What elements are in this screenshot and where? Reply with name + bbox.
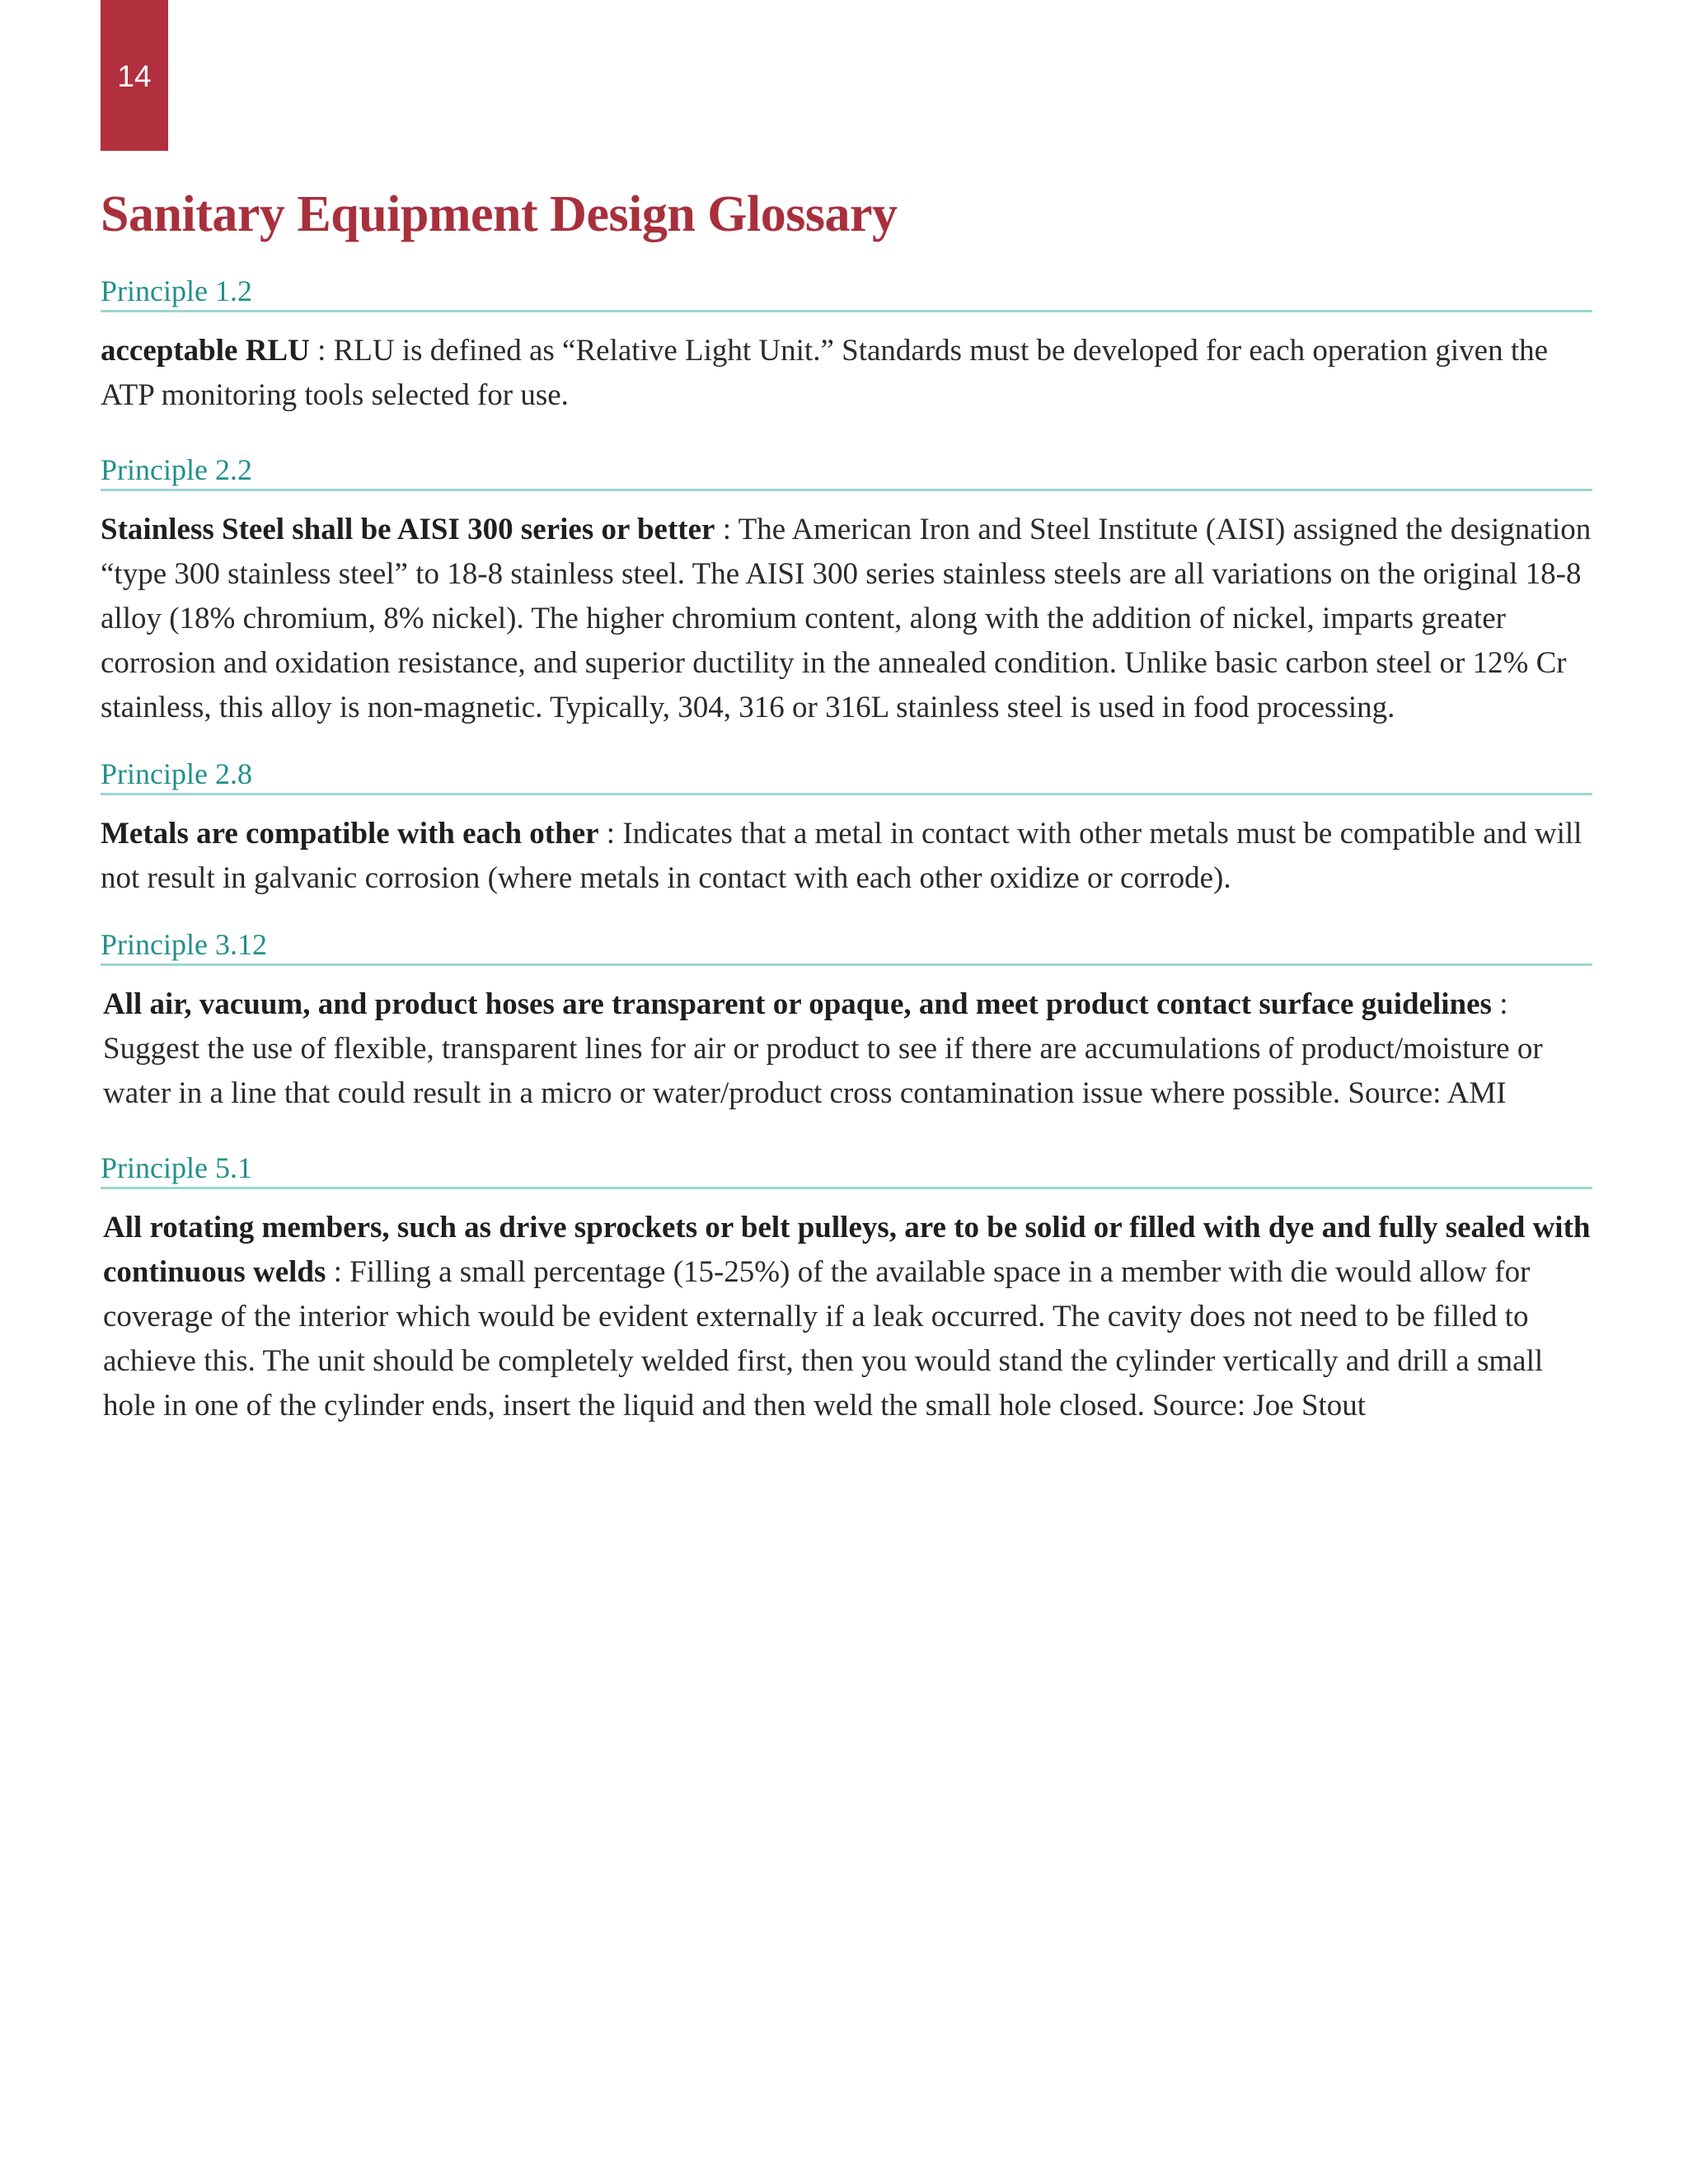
term-separator: : xyxy=(715,513,738,546)
definition-text xyxy=(101,329,1592,418)
principle-heading: Principle 1.2 xyxy=(101,274,1592,312)
term-separator: : xyxy=(1491,987,1508,1021)
term-separator: : xyxy=(326,1255,350,1289)
definition-body: The American Iron and Steel Institute (AISI) assigned the designation “type 300 stainless steel” to 18-8 stainless steel. The AISI 300 series stainless steels are all variations on the original 18-8 alloy (18% chromium, 8% nickel). The higher chromium content, along with the addition of nickel, imparts greater corrosion and oxidation resistance, and superior ductility in the annealed condition. Unlike basic carbon steel or 12% Cr stainless, this alloy is non-magnetic. Typically, 304, 316 or 316L stainless steel is used in food processing. xyxy=(101,513,1592,724)
definition-body: Indicates that a metal in contact with other metals must be compatible and will not result in galvanic corrosion (where metals in contact with each other oxidize or corrode). xyxy=(101,817,1582,895)
glossary-term: Stainless Steel shall be AISI 300 series or better xyxy=(101,513,715,546)
page-number: 14 xyxy=(117,59,152,93)
definition-body: Suggest the use of flexible, transparent lines for air or product to see if there are accumulations of product/moisture or water in a line that could result in a micro or water/product cross contamination issue where possible. Source: AMI xyxy=(103,1032,1543,1110)
definition-text xyxy=(101,982,1592,1116)
glossary-content xyxy=(101,274,1592,1428)
term-separator: : xyxy=(309,334,334,368)
principle-heading: Principle 2.8 xyxy=(101,757,1592,795)
glossary-term: Metals are compatible with each other xyxy=(101,817,599,851)
glossary-entry xyxy=(101,452,1592,730)
definition-body: Filling a small percentage (15-25%) of the available space in a member with die would allow for coverage of the interior which would be evident externally if a leak occurred. The cavity does not need to be filled to achieve this. The unit should be completely welded first, then you would stand the cylinder vertically and drill a small hole in one of the cylinder ends, insert the liquid and then weld the small hole closed. Source: Joe Stout xyxy=(103,1255,1544,1422)
term-separator: : xyxy=(598,817,623,851)
definition-text xyxy=(101,508,1592,730)
glossary-entry xyxy=(101,274,1592,418)
page-number-tab xyxy=(101,0,168,151)
glossary-term: All rotating members, such as drive sprockets or belt pulleys, are to be solid or filled with dye and fully sealed with continuous welds xyxy=(103,1211,1591,1289)
principle-heading: Principle 2.2 xyxy=(101,452,1592,491)
glossary-term: acceptable RLU xyxy=(101,334,310,368)
glossary-entry xyxy=(101,927,1592,1116)
page-title: Sanitary Equipment Design Glossary xyxy=(101,186,898,242)
glossary-entry xyxy=(101,757,1592,901)
principle-heading: Principle 3.12 xyxy=(101,927,1592,966)
glossary-entry xyxy=(101,1151,1592,1428)
principle-heading: Principle 5.1 xyxy=(101,1151,1592,1189)
definition-text xyxy=(101,1206,1592,1428)
definition-text xyxy=(101,812,1592,901)
definition-body: RLU is defined as “Relative Light Unit.” Standards must be developed for each operation given the ATP monitoring tools selected for use. xyxy=(101,334,1549,412)
glossary-term: All air, vacuum, and product hoses are transparent or opaque, and meet product contact surface guidelines xyxy=(103,987,1492,1021)
